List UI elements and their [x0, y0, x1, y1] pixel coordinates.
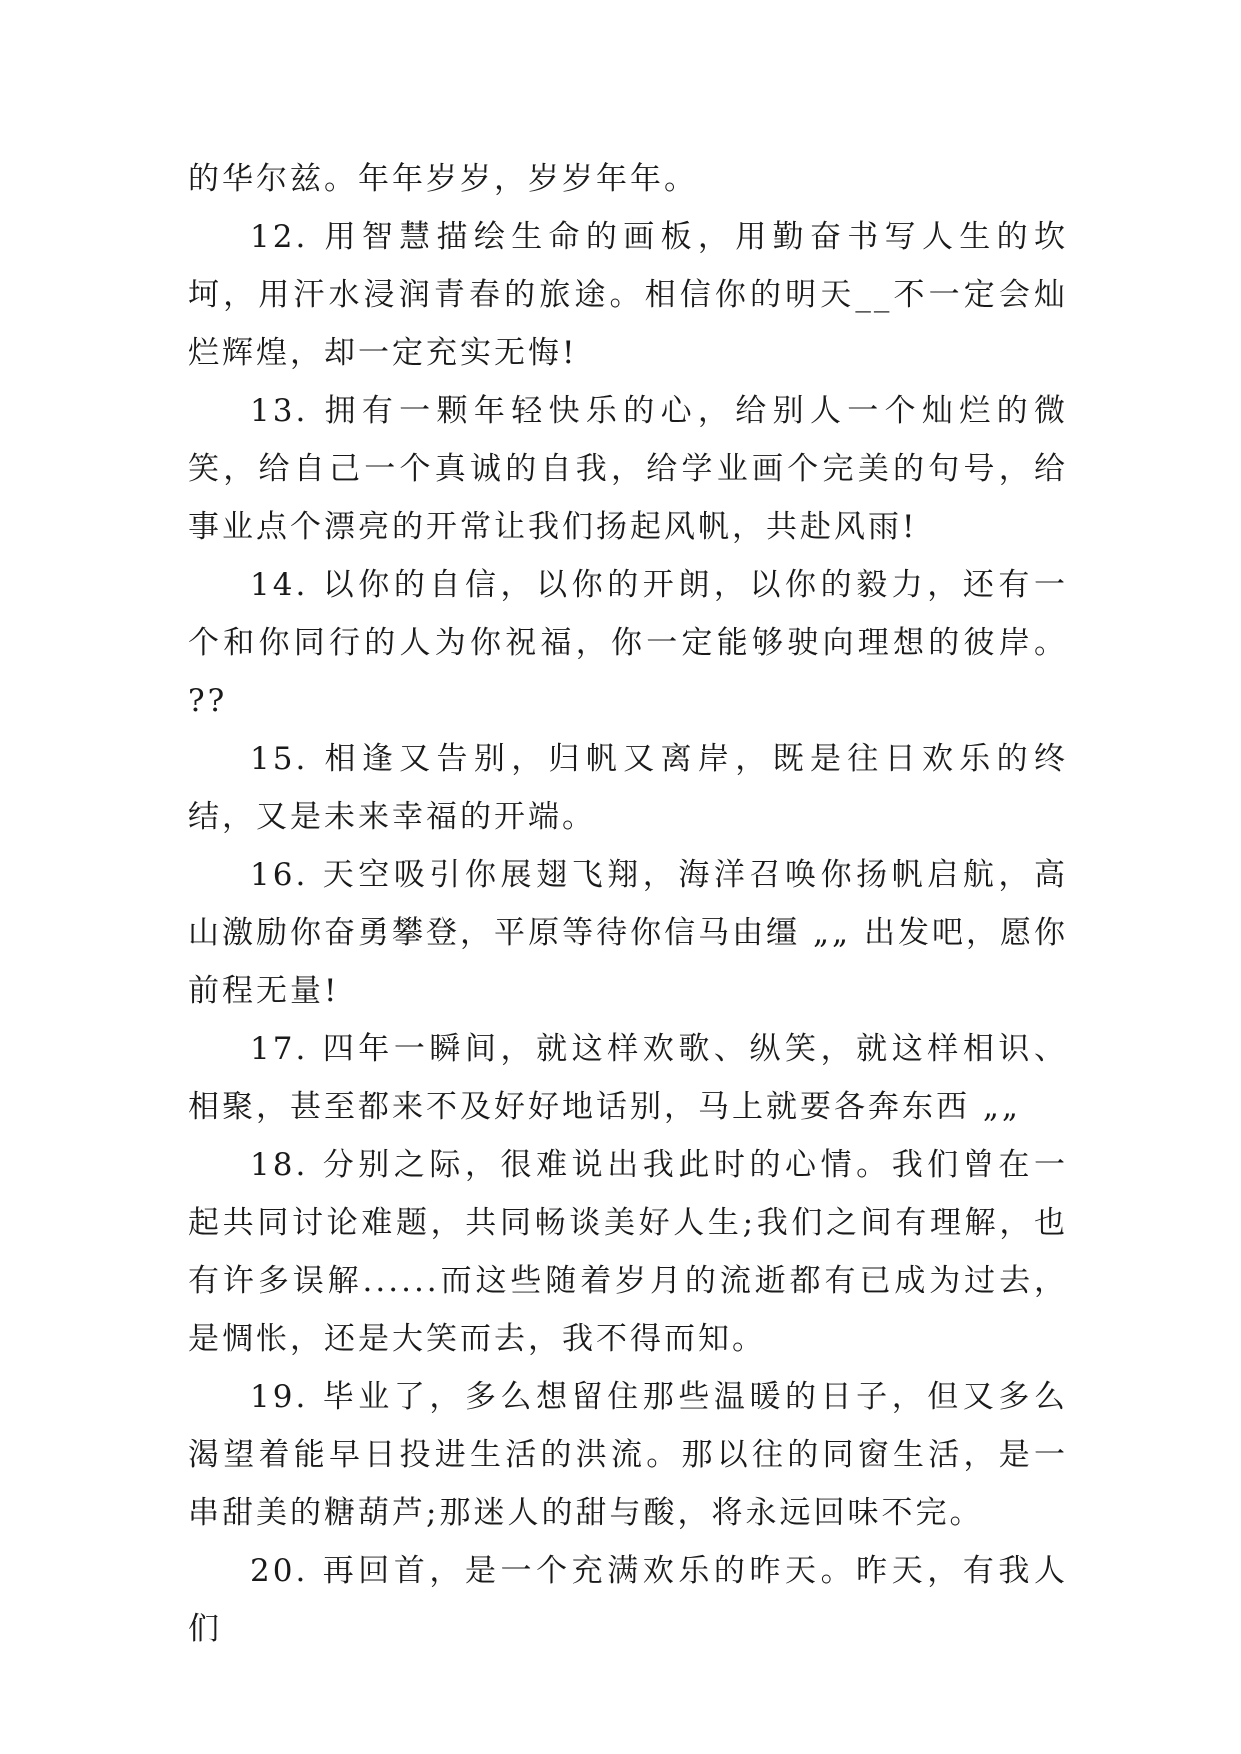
paragraph-17: 17. 四年一瞬间，就这样欢歌、纵笑，就这样相识、相聚，甚至都来不及好好地话别，马上就要各奔东西 „„	[188, 1031, 1068, 1125]
paragraph-18: 18. 分别之际，很难说出我此时的心情。我们曾在一起共同讨论难题，共同畅谈美好人生;我们之间有理解，也有许多误解......而这些随着岁月的流逝都有已成为过去，是惆怅，还是大笑而去，我不得而知。	[188, 1147, 1068, 1357]
paragraph-12: 12. 用智慧描绘生命的画板，用勤奋书写人生的坎坷，用汗水浸润青春的旅途。相信你的明天__不一定会灿烂辉煌，却一定充实无悔!	[188, 219, 1068, 371]
paragraph-15: 15. 相逢又告别，归帆又离岸，既是往日欢乐的终结，又是未来幸福的开端。	[188, 741, 1068, 835]
paragraph-11-continuation: 的华尔兹。年年岁岁，岁岁年年。	[188, 161, 698, 197]
document-body	[188, 150, 1068, 1658]
paragraph-16: 16. 天空吸引你展翅飞翔，海洋召唤你扬帆启航，高山激励你奋勇攀登，平原等待你信马由缰 „„ 出发吧，愿你前程无量!	[188, 857, 1068, 1009]
paragraph-20: 20. 再回首，是一个充满欢乐的昨天。昨天，有我人们	[188, 1553, 1068, 1647]
paragraph-19: 19. 毕业了，多么想留住那些温暖的日子，但又多么渴望着能早日投进生活的洪流。那以往的同窗生活，是一串甜美的糖葫芦;那迷人的甜与酸，将永远回味不完。	[188, 1379, 1068, 1531]
paragraph-13: 13. 拥有一颗年轻快乐的心，给别人一个灿烂的微笑，给自己一个真诚的自我，给学业画个完美的句号，给事业点个漂亮的开常让我们扬起风帆，共赴风雨!	[188, 393, 1068, 545]
paragraph-14: 14. 以你的自信，以你的开朗，以你的毅力，还有一个和你同行的人为你祝福，你一定能够驶向理想的彼岸。 ??	[188, 567, 1068, 719]
